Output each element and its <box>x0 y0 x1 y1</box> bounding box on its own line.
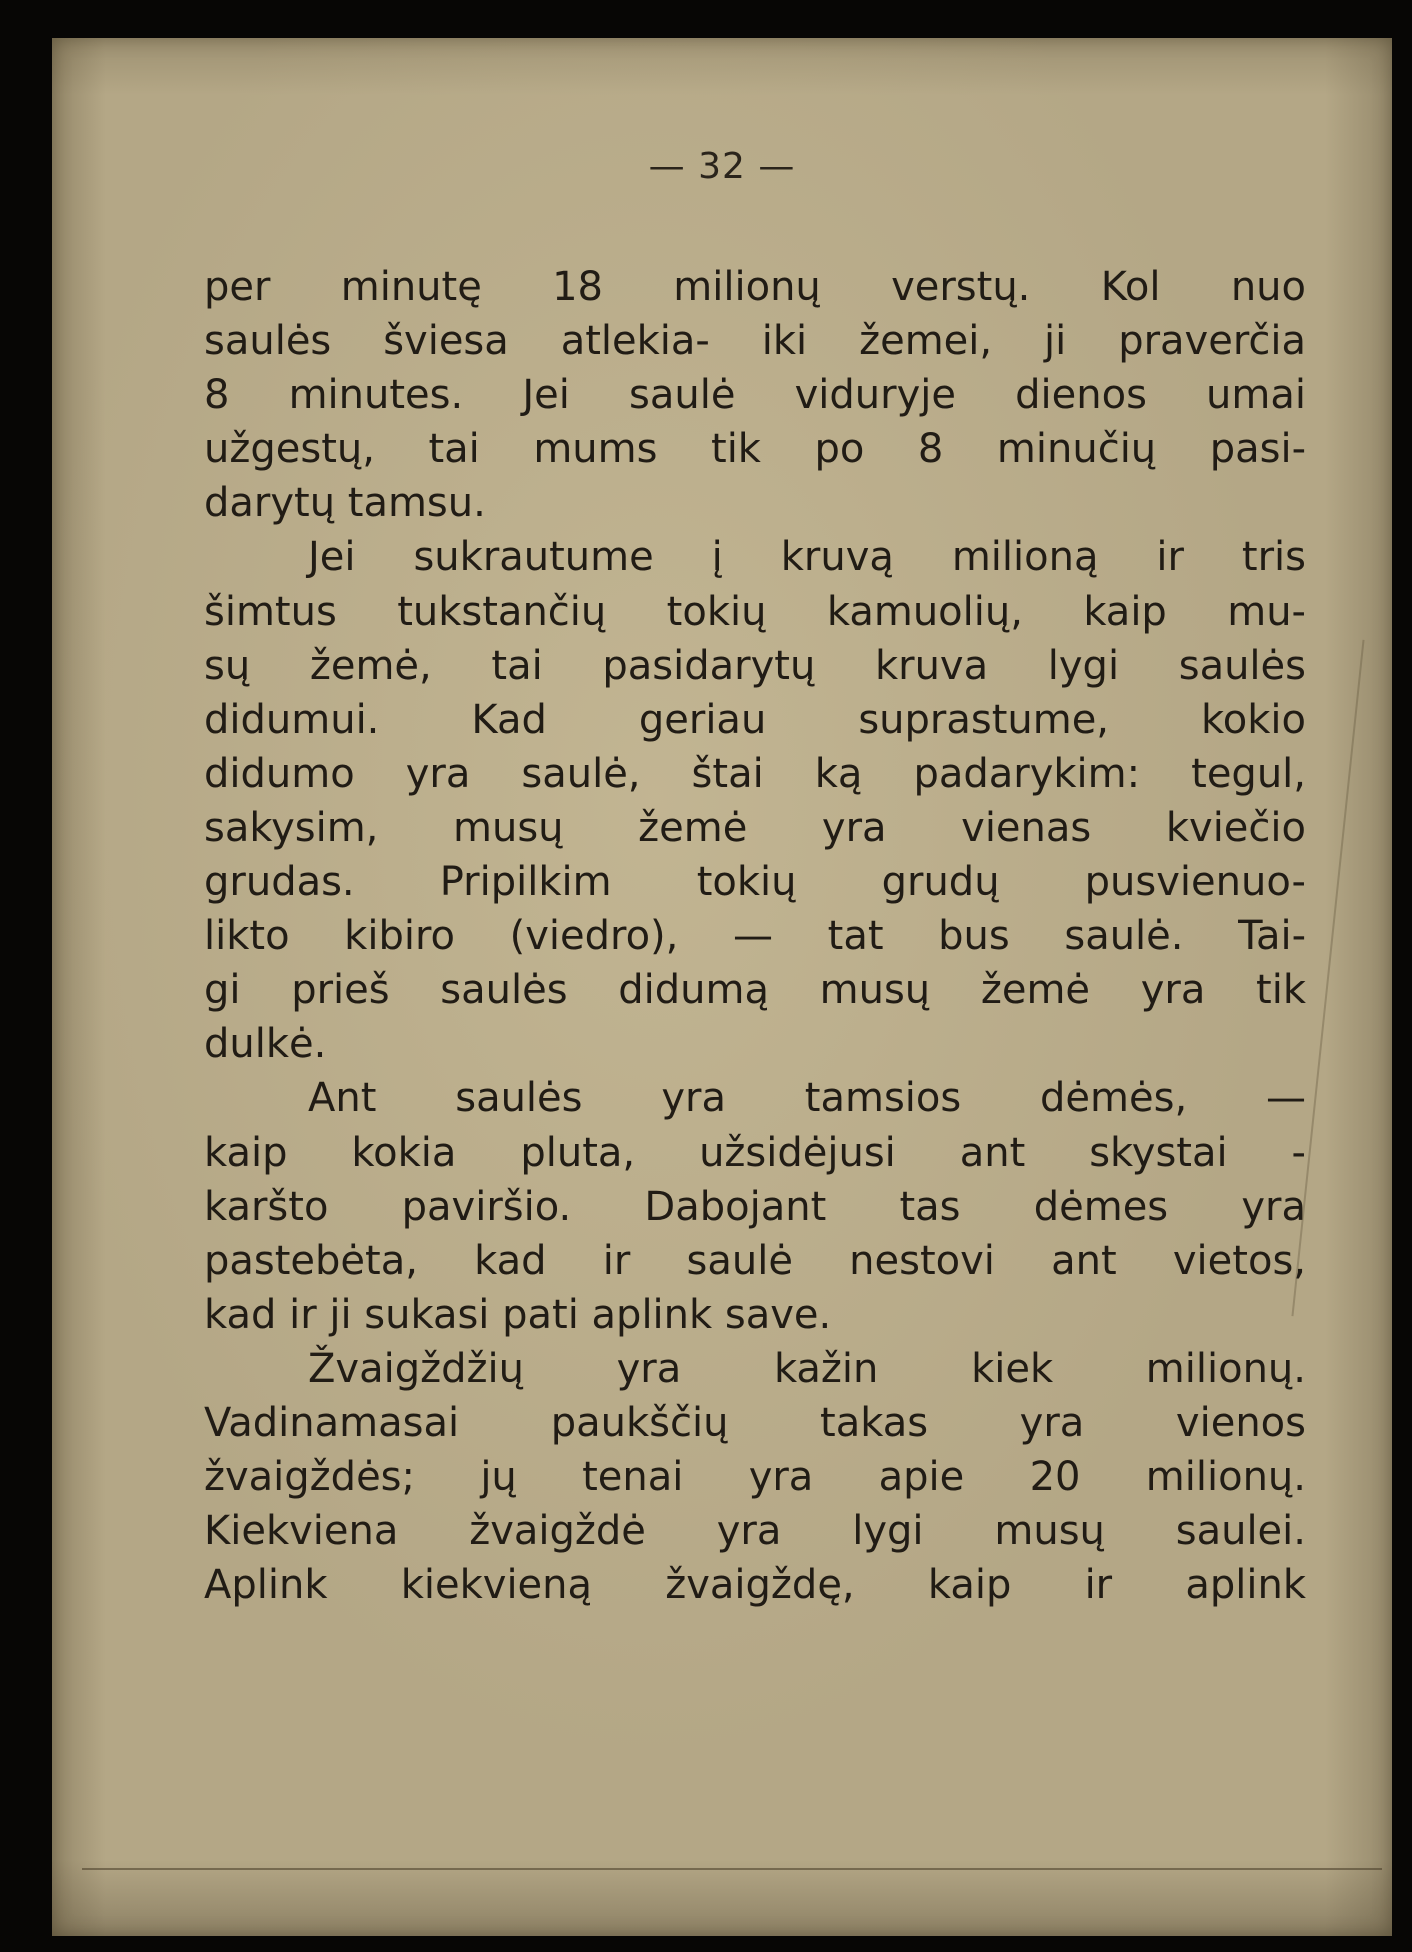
paragraph <box>204 530 1306 1071</box>
text-line: Ant saulės yra tamsios dėmės, — <box>308 1075 1306 1122</box>
text-line: dulkė. <box>204 1021 327 1068</box>
text-line: Žvaigždžių yra kažin kiek milionų. <box>308 1345 1306 1392</box>
text-line: Jei sukrautume į kruvą milioną ir tris <box>308 534 1306 581</box>
text-line: 8 minutes. Jei saulė viduryje dienos umai <box>204 372 1306 419</box>
text-line: kaip kokia pluta, užsidėjusi ant skystai - <box>204 1129 1306 1176</box>
bottom-rule <box>82 1868 1382 1870</box>
paragraph <box>204 1342 1306 1612</box>
text-line: didumui. Kad geriau suprastume, kokio <box>204 696 1306 743</box>
text-line: kad ir ji sukasi pati aplink save. <box>204 1291 832 1338</box>
text-line: didumo yra saulė, štai ką padarykim: tegul, <box>204 750 1306 797</box>
text-line: užgestų, tai mums tik po 8 minučių pasi- <box>204 426 1306 473</box>
text-line: darytų tamsu. <box>204 480 486 527</box>
text-line: likto kibiro (viedro), — tat bus saulė. Tai- <box>204 913 1306 960</box>
text-line: grudas. Pripilkim tokių grudų pusvienuo- <box>204 859 1306 906</box>
text-line: pastebėta, kad ir saulė nestovi ant vietos, <box>204 1237 1306 1284</box>
text-line: per minutę 18 milionų verstų. Kol nuo <box>204 264 1306 310</box>
text-line: šimtus tukstančių tokių kamuolių, kaip mu- <box>204 588 1306 635</box>
text-line: Vadinamasai paukščių takas yra vienos <box>204 1399 1306 1446</box>
page-number: — 32 — <box>648 146 796 187</box>
text-line: karšto paviršio. Dabojant tas dėmes yra <box>204 1183 1306 1230</box>
book-page <box>52 38 1392 1936</box>
text-line: sakysim, musų žemė yra vienas kviečio <box>204 804 1306 851</box>
text-line: gi prieš saulės didumą musų žemė yra tik <box>204 967 1306 1014</box>
paragraph <box>204 1071 1306 1341</box>
paragraph <box>204 260 1306 530</box>
text-line: Aplink kiekvieną žvaigždę, kaip ir aplink <box>204 1562 1306 1609</box>
text-line: saulės šviesa atlekia- iki žemei, ji praverčia <box>204 318 1306 365</box>
body-text <box>204 260 1306 1612</box>
text-line: sų žemė, tai pasidarytų kruva lygi saulės <box>204 642 1306 689</box>
text-line: Kiekviena žvaigždė yra lygi musų saulei. <box>204 1508 1306 1555</box>
text-line: žvaigždės; jų tenai yra apie 20 milionų. <box>204 1454 1306 1501</box>
